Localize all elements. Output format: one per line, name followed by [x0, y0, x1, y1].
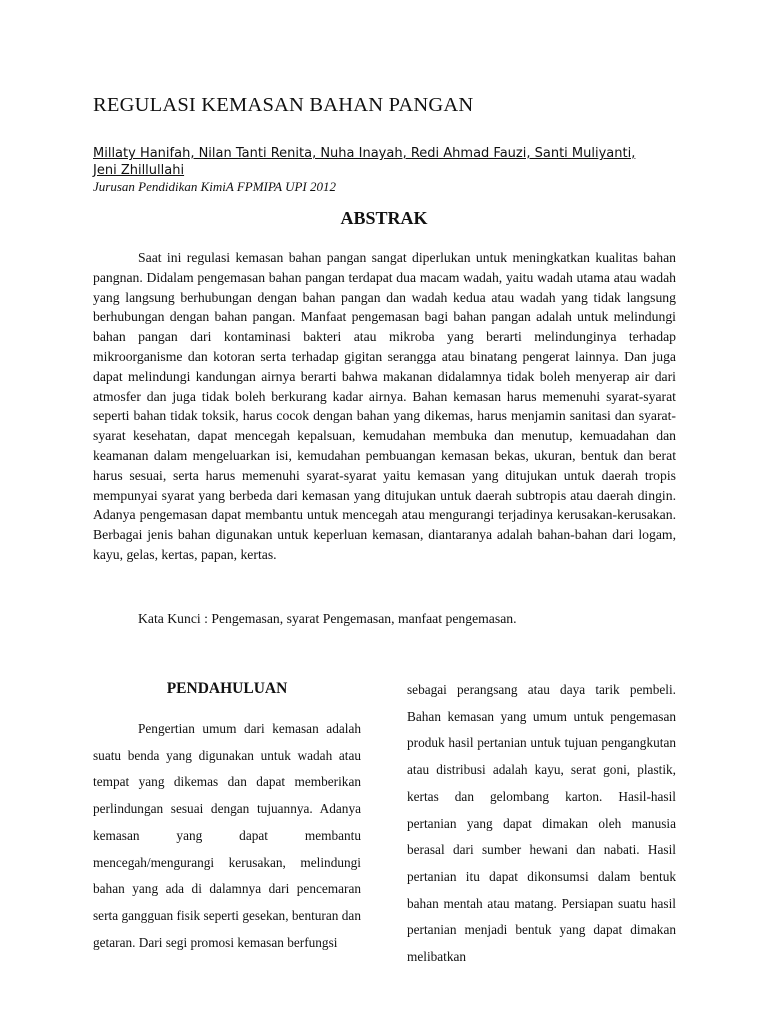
abstract-text: Saat ini regulasi kemasan bahan pangan sangat diperlukan untuk meningkatkan kualitas bahan pangnan. Didalam pengemasan bahan pangan terdapat dua macam wadah, yaitu wadah utama atau wadah yang langsung berhubungan dengan bahan pangan dan wadah kedua atau wadah yang tidak langsung berhubungan dengan bahan pangan. Manfaat pengemasan bagi bahan pangan adalah untuk melindungi bahan pangan dari kontaminasi bakteri atau mikroba yang berarti melindunginya terhadap mikroorganisme dan kotoran serta terhadap gigitan serangga atau binatang pengerat lainnya. Dan juga dapat melindungi kandungan airnya berarti bahwa makanan didalamnya tidak boleh menyerap air dari atmosfer dan juga tidak boleh berkurang kadar airnya. Bahan kemasan harus memenuhi syarat-syarat seperti bahan tidak toksik, harus cocok dengan bahan yang dikemas, harus menjamin sanitasi dan syarat-syarat kesehatan, dapat mencegah kepalsuan, kemudahan membuka dan menutup, kemuadahan dan keamanan dalam mengeluarkan isi, kemudahan pembuangan kemasan bekas, ukuran, bentuk dan berat harus sesuai, serta harus memenuhi syarat-syarat yaitu kemasan yang ditujukan untuk daerah tropis mempunyai syarat yang berbeda dari kemasan yang ditujukan untuk daerah subtropis atau daerah dingin. Adanya pengemasan dapat membantu untuk mencegah atau mengurangi terjadinya kerusakan-kerusakan. Berbagai jenis bahan digunakan untuk keperluan kemasan, diantaranya adalah bahan-bahan dari logam, kayu, gelas, kertas, papan, kertas. [93, 250, 676, 562]
keywords: Kata Kunci : Pengemasan, syarat Pengemasan, manfaat pengemasan. [138, 611, 517, 626]
section-heading: PENDAHULUAN [166, 680, 288, 697]
paper-title: REGULASI KEMASAN BAHAN PANGAN [93, 94, 474, 116]
left-column-paragraph: Pengertian umum dari kemasan adalah suatu benda yang digunakan untuk wadah atau tempat yang dikemas dan dapat memberikan perlindungan sesuai dengan tujuannya. Adanya kemasan yang dapat membantu mencegah/mengurangi kerusakan, melindungi bahan yang ada di dalamnya dari pencemaran serta gangguan fisik seperti gesekan, benturan dan getaran. Dari segi promosi kemasan berfungsi [93, 721, 361, 950]
affiliation: Jurusan Pendidikan KimiA FPMIPA UPI 2012 [93, 179, 337, 194]
left-column [93, 680, 361, 956]
right-column-paragraph: sebagai perangsang atau daya tarik pembeli. Bahan kemasan yang umum untuk pengemasan produk hasil pertanian untuk tujuan pengangkutan atau distribusi adalah kayu, serat goni, plastik, kertas dan gelombang karton. Hasil-hasil pertanian yang dapat dimakan oleh manusia berasal dari sumber hewani dan nabati. Hasil pertanian itu dapat dikonsumsi dalam bentuk bahan mentah atau matang. Persiapan suatu hasil pertanian menjadi bentuk yang dapat dimakan melibatkan [407, 682, 676, 965]
author-list: Millaty Hanifah, Nilan Tanti Renita, Nuha Inayah, Redi Ahmad Fauzi, Santi Muliyanti, Jeni Zhillullahi [93, 146, 636, 178]
right-column [407, 677, 676, 971]
abstract-heading: ABSTRAK [340, 208, 428, 228]
